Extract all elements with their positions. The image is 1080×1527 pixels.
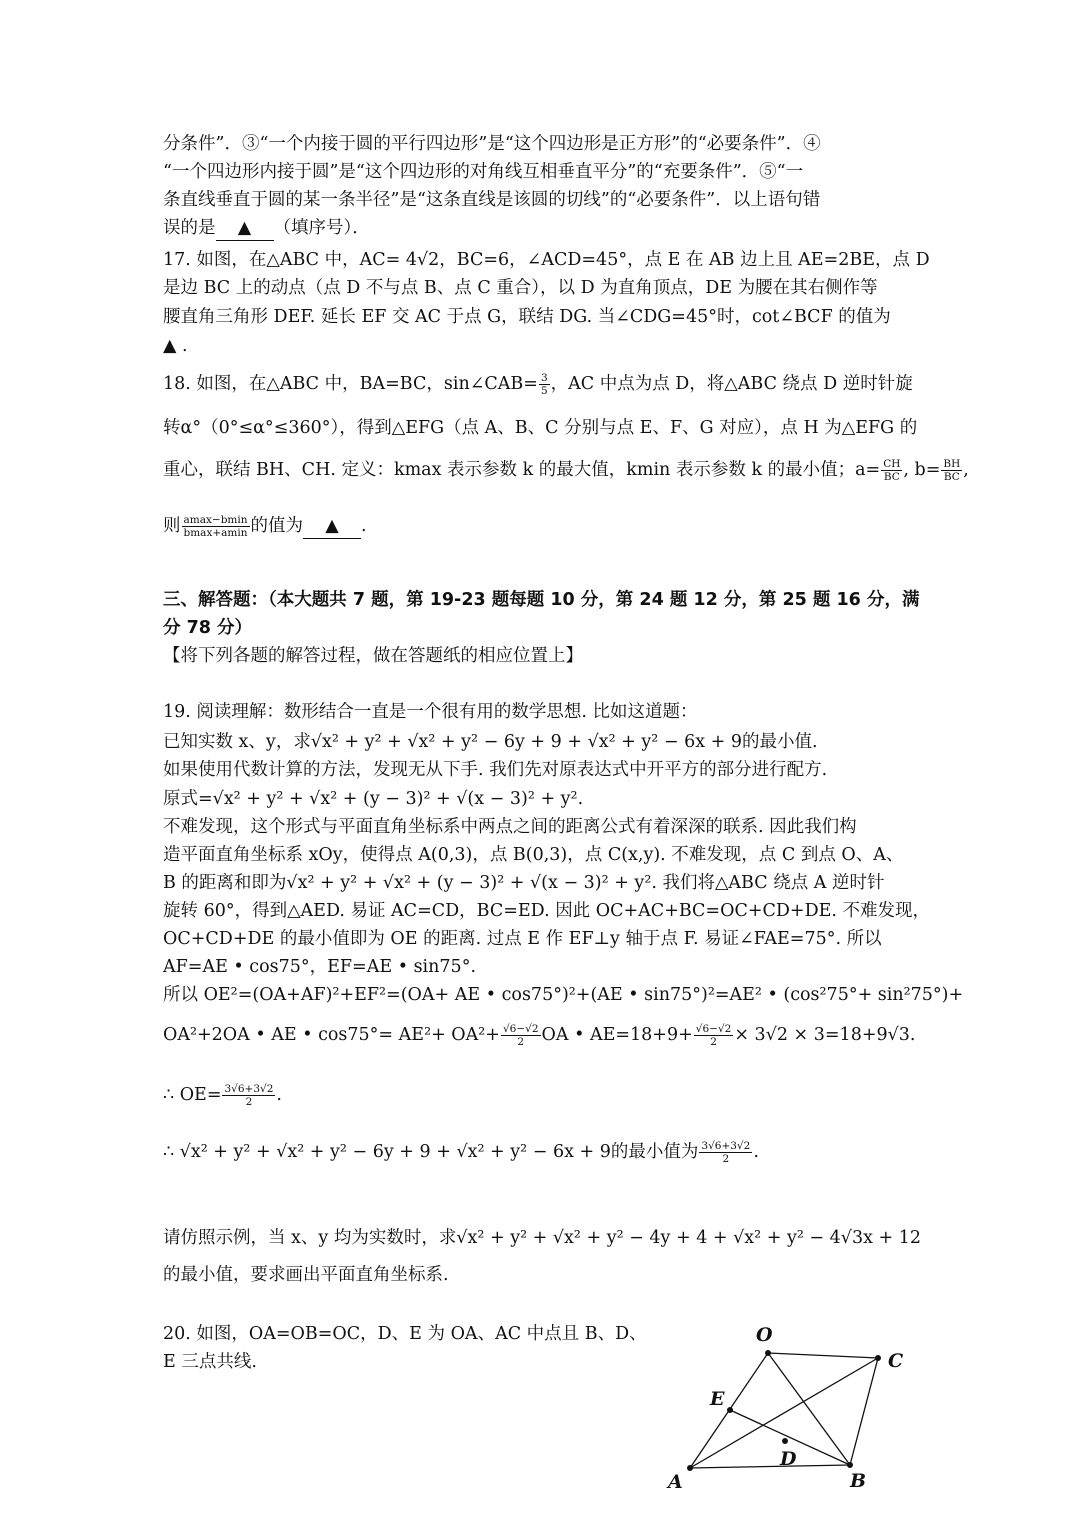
q18-line-1 [163,372,913,397]
geometry-figure [660,1325,920,1495]
q16-line-4 [163,216,370,241]
q19-text-13b: . [276,1085,282,1105]
denominator: 2 [722,1153,730,1165]
denominator: 5 [540,385,548,397]
denominator: BC [883,471,900,483]
q20-line-2: E 三点共线. [163,1352,257,1372]
q19-text-13a: ∴ OE= [163,1085,222,1105]
q19-line-13 [163,1083,282,1108]
q18-text-4c: . [361,516,367,536]
section-title-2: 分 78 分） [163,618,253,638]
segment-CB [850,1358,878,1465]
q19-line-15: 请仿照示例，当 x、y 均为实数时，求√x² + y² + √x² + y² − 4y + 4 + √x² + y² − 4√3x + 12 [163,1228,922,1248]
q17-line-2: 是边 BC 上的动点（点 D 不与点 B、点 C 重合），以 D 为直角顶点，DE 为腰在其右侧作等 [163,278,878,298]
q19-line-14 [163,1140,759,1165]
fraction [694,1023,734,1048]
q19-line-7: B 的距离和即为√x² + y² + √x² + (y − 3)² + √(x − 3)² + y². 我们将△ABC 绕点 A 逆时针 [163,873,885,893]
label-A: A [668,1471,683,1493]
q19-text-14a: ∴ √x² + y² + √x² + y² − 6y + 9 + √x² + y² − 6x + 9的最小值为 [163,1142,699,1162]
section-title-1: 三、解答题：（本大题共 7 题，第 19-23 题每题 10 分，第 24 题 12 分，第 25 题 16 分，满 [163,590,920,610]
q16-text-b: （填序号）． [273,218,370,238]
label-O: O [756,1325,773,1346]
q18-text-3b: , b= [903,460,941,480]
q17-line-4: ▲ . [163,336,188,356]
q19-line-3: 如果使用代数计算的方法，发现无从下手. 我们先对原表达式中开平方的部分进行配方. [163,760,828,780]
q19-line-12 [163,1023,915,1048]
point-D [782,1438,788,1444]
fraction [222,1083,275,1108]
q17-line-3: 腰直角三角形 DEF. 延长 EF 交 AC 于点 G，联结 DG. 当∠CDG=45°时，cot∠BCF 的值为 [163,307,891,327]
section-note: 【将下列各题的解答过程，做在答题纸的相应位置上】 [163,646,583,666]
q19-line-5: 不难发现，这个形式与平面直角坐标系中两点之间的距离公式有着深深的联系. 因此我们构 [163,817,857,837]
answer-blank: ▲ [303,514,361,539]
fraction [699,1140,752,1165]
denominator: 2 [517,1036,525,1048]
numerator: √6−√2 [502,1023,539,1035]
numerator: BH [943,458,961,470]
point-O [765,1350,771,1356]
fraction [539,372,550,397]
q16-text-a: 误的是 [163,218,216,238]
denominator: bmax+amin [183,527,248,539]
segment-AB [690,1465,850,1468]
denominator: BC [943,471,960,483]
denominator: 2 [710,1036,717,1048]
q19-line-6: 造平面直角坐标系 xOy，使得点 A(0,3)，点 B(0,3)，点 C(x,y). 不难发现，点 C 到点 O、A、 [163,845,904,865]
q19-text-12a: OA²+2OA • AE • cos75°= AE²+ OA²+ [163,1025,500,1045]
label-B: B [850,1470,867,1492]
q16-line-2: “一个四边形内接于圆”是“这个四边形的对角线互相垂直平分”的“充要条件”．⑤“一 [163,162,804,182]
fraction [941,458,962,483]
q18-line-2: 转α°（0°≤α°≤360°），得到△EFG（点 A、B、C 分别与点 E、F、G 对应），点 H 为△EFG 的 [163,418,918,438]
q18-line-3 [163,458,969,483]
numerator: CH [883,458,901,470]
point-E [727,1407,733,1413]
point-A [687,1465,693,1471]
q18-text-1b: ，AC 中点为点 D，将△ABC 绕点 D 逆时针旋 [550,374,913,394]
q18-text-4a: 则 [163,516,181,536]
q19-text-12b: OA • AE=18+9+ [541,1025,693,1045]
point-B [847,1462,853,1468]
q19-line-2: 已知实数 x、y，求√x² + y² + √x² + y² − 6y + 9 + √x² + y² − 6x + 9的最小值. [163,732,818,752]
q19-line-11: 所以 OE²=(OA+AF)²+EF²=(OA+ AE • cos75°)²+(AE • sin75°)²=AE² • (cos²75°+ sin²75°)+ [163,985,964,1005]
fraction [501,1023,541,1048]
numerator: amax−bmin [183,514,248,526]
point-C [875,1355,881,1361]
q18-text-1a: 18. 如图，在△ABC 中，BA=BC，sin∠CAB= [163,374,538,394]
q20-line-1: 20. 如图，OA=OB=OC，D、E 为 OA、AC 中点且 B、D、 [163,1324,647,1344]
q19-line-1: 19. 阅读理解：数形结合一直是一个很有用的数学思想. 比如这道题： [163,702,698,722]
q19-line-16: 的最小值，要求画出平面直角坐标系. [163,1265,449,1285]
q19-line-9: OC+CD+DE 的最小值即为 OE 的距离. 过点 E 作 EF⊥y 轴于点 F. 易证∠FAE=75°. 所以 [163,929,882,949]
q16-line-3: 条直线垂直于圆的某一条半径”是“这条直线是该圆的切线”的“必要条件”．以上语句错 [163,190,821,210]
q19-text-12c: × 3√2 × 3=18+9√3. [734,1025,916,1045]
numerator: 3√6+3√2 [701,1140,751,1152]
q19-line-4: 原式=√x² + y² + √x² + (y − 3)² + √(x − 3)² + y². [163,789,584,809]
label-C: C [888,1350,904,1372]
q19-line-8: 旋转 60°，得到△AED. 易证 AC=CD，BC=ED. 因此 OC+AC+BC=OC+CD+DE. 不难发现， [163,901,931,921]
denominator: 2 [245,1096,253,1108]
label-D: D [780,1448,797,1470]
q18-line-4 [163,514,367,539]
q18-text-3a: 重心，联结 BH、CH. 定义：kmax 表示参数 k 的最大值，kmin 表示参数 k 的最小值；a= [163,460,881,480]
q16-line-1: 分条件”．③“一个内接于圆的平行四边形”是“这个四边形是正方形”的“必要条件”．④ [163,134,821,154]
segment-OC [768,1353,878,1358]
numerator: 3 [540,372,548,384]
numerator: 3√6+3√2 [224,1083,274,1095]
q18-text-3c: , [963,460,969,480]
answer-blank: ▲ [216,216,274,241]
numerator: √6−√2 [695,1023,732,1035]
q18-text-4b: 的值为 [250,516,303,536]
q17-line-1: 17. 如图，在△ABC 中，AC= 4√2，BC=6，∠ACD=45°，点 E 在 AB 边上且 AE=2BE，点 D [163,250,930,270]
q19-line-10: AF=AE • cos75°，EF=AE • sin75°. [163,957,477,977]
fraction [881,458,902,483]
q19-text-14b: . [753,1142,759,1162]
label-E: E [710,1388,725,1410]
fraction [182,514,250,539]
